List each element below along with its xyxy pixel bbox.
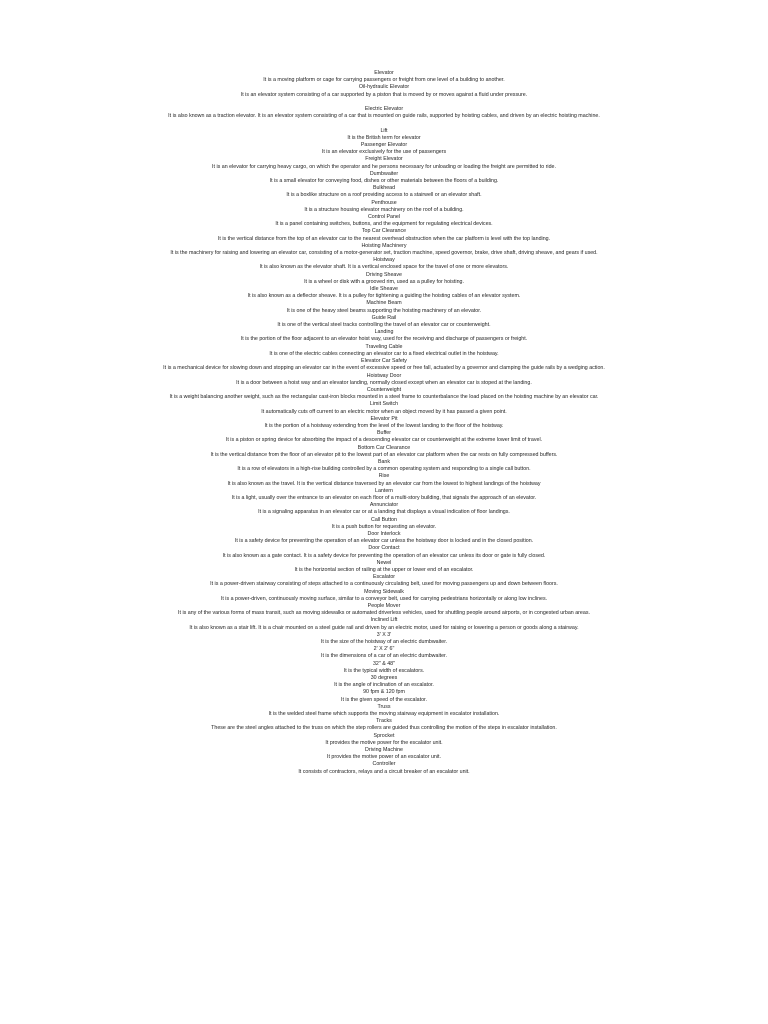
entry-definition: It is the vertical distance from the top of an elevator car to the nearest overhead obstruction when the car platform is level with the top landing. [217, 235, 551, 242]
glossary-entry [0, 344, 768, 358]
glossary-entry [0, 531, 768, 545]
glossary-entry [0, 214, 768, 228]
entry-definition: It is a mechanical device for slowing down and stopping an elevator car in the event of excessive speed or free fall, actuated by a governor and clamping the guide rails by a wedging action. [163, 365, 605, 372]
glossary-entry [0, 488, 768, 502]
entry-definition: It is an elevator system consisting of a car supported by a piston that is moved by or moves against a fluid under pressure. [240, 91, 528, 98]
entry-term: Lift [380, 127, 388, 134]
entry-definition: It is a door between a hoist way and an elevator landing, normally closed except when an elevator car is stoped at the landing. [236, 379, 532, 386]
glossary-entry [0, 502, 768, 516]
entry-definition: It is a boxlike structure on a roof providing access to a stairwell or an elevator shaft. [286, 192, 482, 199]
glossary-entry [0, 704, 768, 718]
glossary-entry [0, 545, 768, 559]
entry-term: Elevator [374, 70, 394, 76]
entry-definition: It provides the motive power for the escalator unit. [325, 739, 443, 746]
entry-definition: It is also known as a deflector sheave. It is a pulley for tightening a guiding the hoisting cables of an elevator system. [247, 293, 521, 300]
glossary-entry [0, 761, 768, 775]
glossary-entry [0, 257, 768, 271]
entry-definition: It is the dimensions of a car of an electric dumbwaiter. [320, 653, 447, 660]
entry-definition: It is a structure housing elevator machinery on the roof of a building. [304, 206, 464, 213]
entry-definition: It is the machinery for raising and lowering an elevator car, consisting of a motor-generator set, traction machine, speed governor, brake, drive shaft, driving sheave, and gears if used. [170, 250, 598, 257]
entry-definition: It is a signaling apparatus in an elevator car or at a landing that displays a visual indication of floor landings. [258, 509, 510, 516]
entry-definition: It is also known as the travel. It is the vertical distance traversed by an elevator car from the lowest to highest landings of the hoistway [227, 480, 541, 487]
glossary-entry [0, 646, 768, 660]
glossary-entry [0, 733, 768, 747]
glossary-entry [0, 358, 768, 372]
entry-definition: It is also known as the elevator shaft. It is a vertical enclosed space for the travel of one or more elevators. [259, 264, 509, 271]
entry-definition: It is a wheel or disk with a grooved rim, used as a pulley for hoisting. [304, 278, 464, 285]
entry-definition: It is an elevator exclusively for the use of passengers [321, 149, 447, 156]
entry-term: Traveling Cable [365, 343, 403, 350]
entry-term: Inclined Lift [370, 617, 398, 624]
entry-term: Lantern [375, 487, 393, 494]
glossary-entry [0, 200, 768, 214]
entry-definition: It is an elevator for carrying heavy cargo, on which the operator and he persons necessary for unloading or loading the freight are permitted to ride. [212, 163, 556, 170]
entry-definition: It is one of the electric cables connecting an elevator car to a fixed electrical outlet in the hoistway. [269, 350, 499, 357]
entry-term: Freight Elevator [365, 156, 403, 163]
entry-term: Passenger Elevator [360, 142, 408, 148]
glossary-entry [0, 387, 768, 401]
entry-term: Penthouse [371, 199, 397, 206]
glossary-entry [0, 617, 768, 631]
glossary-entry [0, 84, 768, 98]
glossary-entry [0, 106, 768, 120]
glossary-entry [0, 185, 768, 199]
glossary-entry [0, 430, 768, 444]
entry-term: Annunciator [369, 502, 399, 509]
glossary-entry [0, 243, 768, 257]
glossary-entry [0, 272, 768, 286]
entry-definition: It automatically cuts off current to an electric motor when an object moved by it has passed a given point. [261, 408, 507, 415]
glossary-entry [0, 142, 768, 156]
entry-definition: It is the welded steel frame which supports the moving stairway equipment in escalator installation. [268, 711, 500, 718]
glossary-entry [0, 560, 768, 574]
entry-term: Hoisting Machinery [361, 242, 407, 249]
glossary-entry [0, 329, 768, 343]
entry-definition: It is also known as a stair lift. It is a chair mounted on a steel guide rail and driven by an electric motor, used for raising or lowering a person or goods along a stairway. [189, 624, 579, 631]
glossary-entry [0, 171, 768, 185]
entry-term: Call Button [371, 516, 397, 523]
entry-term: Elevator Pit [370, 415, 398, 422]
entry-term: Top Car Clearance [361, 228, 407, 235]
entry-term: Elevator Car Safety [361, 358, 407, 365]
glossary-entry [0, 286, 768, 300]
entry-term: Electric Elevator [364, 106, 404, 112]
entry-term: Counterweight [366, 386, 402, 393]
entry-term: 3' X 3' [376, 631, 392, 638]
entry-term: Limit Switch [369, 401, 399, 408]
glossary-entry [0, 589, 768, 603]
entry-definition: It is also known as a gate contact. It is a safety device for preventing the operation of an elevator car unless its door or gate is fully closed. [222, 552, 546, 559]
entry-term: Hoistway Door [366, 372, 402, 379]
entry-term: Guide Rail [371, 314, 397, 321]
entry-term: 90 fpm & 120 fpm [363, 689, 405, 696]
glossary-entry [0, 747, 768, 761]
entry-term: Newel [376, 559, 392, 566]
entry-definition: It provides the motive power of an escalator unit. [327, 754, 441, 761]
entry-term: 30 degrees [370, 675, 398, 682]
entry-definition: It is the horizontal section of railing at the upper or lower end of an escalator. [294, 566, 474, 573]
entry-term: People Mover [367, 603, 401, 609]
entry-term: Door Contact [368, 545, 400, 552]
entry-definition: It is a weight balancing another weight, such as the rectangular cast-iron blocks mounted in a steel frame to counterbalance the load placed on the hoisting machine by an elevator car. [169, 394, 599, 401]
entry-term: Rise [378, 473, 390, 480]
entry-term: Sprocket [373, 732, 395, 739]
entry-definition: It is a light, usually over the entrance to an elevator on each floor of a multi-story building, that signals the approach of an elevator. [231, 494, 537, 501]
entry-definition: It is a row of elevators in a high-rise building controlled by a common operating system and responding to a single call button. [237, 466, 531, 473]
glossary-entry [0, 459, 768, 473]
entry-term: Bank [377, 458, 391, 465]
entry-definition: It is the typical width of escalators. [343, 667, 425, 674]
glossary-entry [0, 718, 768, 732]
entry-term: Landing [374, 329, 394, 336]
entry-term: Door Interlock [367, 530, 401, 537]
entry-term: Escalator [372, 574, 396, 581]
glossary-entry [0, 632, 768, 646]
entry-term: Driving Sheave [366, 271, 402, 278]
entry-definition: It is one of the vertical steel tracks controlling the travel of an elevator car or counterweight. [277, 322, 491, 329]
entry-term: 2' X 2' 6" [373, 646, 395, 653]
entry-definition: It is a power-driven, continuously moving surface, similar to a conveyor belt, used for carrying pedestrians horizontally or along low inclines. [220, 595, 548, 602]
entry-definition: It is a safety device for preventing the operation of an elevator car unless the hoistway door is locked and in the closed position. [234, 538, 534, 545]
glossary-entry [0, 315, 768, 329]
entry-definition: It is the size of the hoistway of an electric dumbwaiter. [320, 639, 448, 646]
entry-term: Bottom Car Clearance [357, 444, 411, 451]
entry-definition: It is the vertical distance from the floor of an elevator pit to the lowest part of an elevator car platform when the car rests on fully compressed buffers. [210, 451, 558, 458]
spacer [0, 120, 768, 127]
entry-term: 32" & 48" [372, 660, 396, 667]
entry-definition: It is one of the heavy steel beams supporting the hoisting machinery of an elevator. [286, 307, 482, 314]
entry-definition: It consists of contractors, relays and a circuit breaker of an escalator unit. [298, 768, 470, 775]
document-page [0, 70, 768, 776]
entry-term: Control Panel [367, 214, 401, 221]
glossary-entry [0, 373, 768, 387]
entry-definition: It is a moving platform or cage for carrying passengers or freight from one level of a building to another. [263, 77, 505, 84]
entry-term: Bulkhead [372, 185, 396, 192]
entry-term: Hoistway [373, 257, 395, 264]
glossary-entry [0, 473, 768, 487]
glossary-entry [0, 517, 768, 531]
entry-definition: It is the angle of inclination of an escalator. [334, 682, 434, 689]
glossary-entry [0, 156, 768, 170]
entry-term: Idle Sheave [370, 286, 398, 293]
glossary-entry [0, 70, 768, 84]
entry-term: Buffer [376, 430, 392, 437]
glossary-entry [0, 128, 768, 142]
entry-term: Dumbwaiter [369, 170, 399, 177]
entry-term: Tracks [376, 718, 392, 725]
entry-term: Controller [372, 761, 396, 768]
glossary-entry [0, 574, 768, 588]
entry-term: Driving Machine [365, 747, 403, 754]
entry-definition: It is a panel containing switches, buttons, and the equipment for regulating electrical devices. [275, 221, 493, 228]
spacer [0, 99, 768, 106]
glossary-entry [0, 416, 768, 430]
entry-definition: It is any of the various forms of mass transit, such as moving sidewalks or automated driverless vehicles, used for shuttling people around airports, or in congested urban areas. [178, 610, 590, 617]
entry-definition: It is also known as a traction elevator. It is an elevator system consisting of a car that is mounted on guide rails, supported by hoisting cables, and driven by an electric hoisting machine. [168, 113, 600, 120]
entry-definition: It is a push button for requesting an elevator. [331, 523, 437, 530]
glossary-entry [0, 689, 768, 703]
entry-term: Moving Sidewalk [364, 588, 404, 595]
glossary-entry [0, 300, 768, 314]
glossary-entry [0, 228, 768, 242]
entry-term: Truss [377, 703, 391, 710]
glossary-entry [0, 661, 768, 675]
entry-definition: It is a piston or spring device for absorbing the impact of a descending elevator car or counterweight at the extreme lower limit of travel. [225, 437, 543, 444]
glossary-entry [0, 603, 768, 617]
entry-term: Machine Beam [366, 300, 402, 307]
entry-definition: These are the steel angles attached to the truss on which the step rollers are guided thus controlling the motion of the steps in escalator installation. [211, 725, 557, 732]
entry-definition: It is a small elevator for conveying food, dishes or other materials between the floors of a building. [269, 178, 499, 185]
entry-definition: It is the portion of the floor adjacent to an elevator hoist way, used for the receiving and discharge of passengers or freight. [240, 336, 528, 343]
entry-definition: It is the portion of a hoistway extending from the level of the lowest landing to the floor of the hoistway. [264, 422, 504, 429]
glossary-entry [0, 401, 768, 415]
entry-definition: It is a power-driven stairway consisting of steps attached to a continuously circulating belt, used for moving passengers up and down between floors. [210, 581, 558, 588]
glossary-entry [0, 445, 768, 459]
entry-definition: It is the British term for elevator [347, 134, 421, 141]
entry-term: Oil-hydraulic Elevator [358, 84, 410, 91]
entry-definition: It is the given speed of the escalator. [341, 696, 427, 703]
glossary-entry [0, 675, 768, 689]
